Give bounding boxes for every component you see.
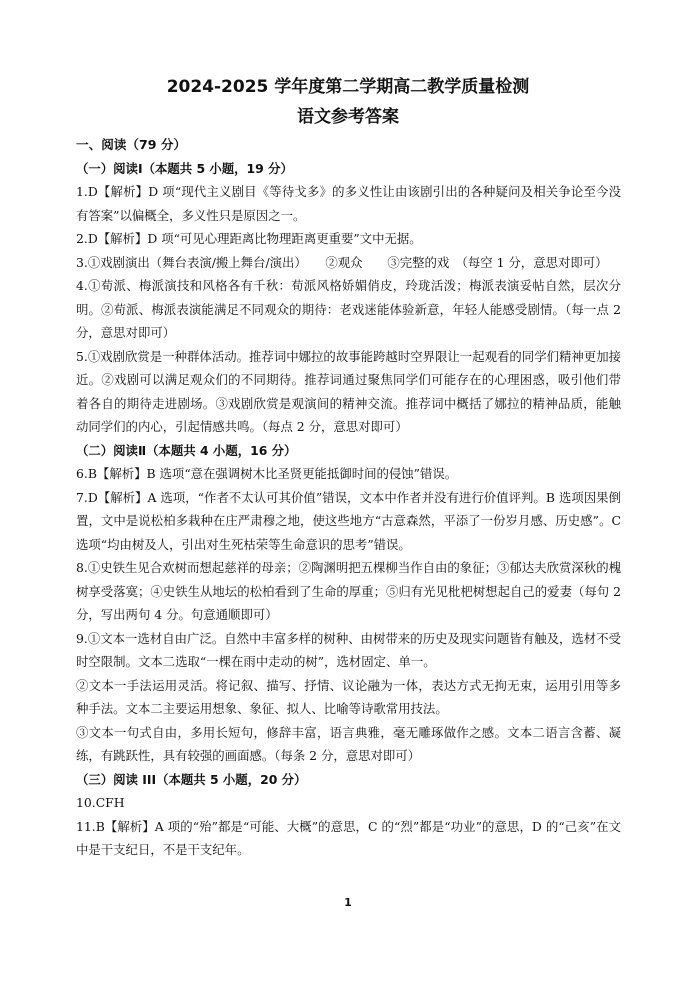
answer-item-1: 1.D【解析】D 项“现代主义剧目《等待戈多》的多义性让由该剧引出的各种疑问及相关争论至今没有答案”以偏概全，多义性只是原因之一。: [76, 184, 621, 223]
answer-item-11: 11.B【解析】A 项的“殆”都是“可能、大概”的意思，C 的“烈”都是“功业”的意思，D 的“己亥”在文中是干支纪日，不是干支纪年。: [76, 818, 621, 857]
answer-item-9-part-1: 9.①文本一选材自由广泛。自然中丰富多样的树种、由树带来的历史及现实问题皆有触及，选材不受时空限制。文本二选取“一棵在雨中走动的树”，选材固定、单一。: [76, 630, 621, 669]
answer-item-8: 8.①史铁生见合欢树而想起慈祥的母亲；②陶渊明把五棵柳当作自由的象征；③郁达夫欣赏深秋的槐树享受落寞；④史铁生从地坛的松柏看到了生命的厚重；⑤归有光见枇杷树想起自己的爱妻（每句 2 分，写出两句 4 分。句意通顺即可）: [76, 560, 621, 622]
answer-item-10: 10.CFH: [76, 795, 125, 810]
answer-item-5: 5.①戏剧欣赏是一种群体活动。推荐词中娜拉的故事能跨越时空界限让一起观看的同学们精神更加接近。②戏剧可以满足观众们的不同期待。推荐词通过聚焦同学们可能存在的心理困惑，吸引他们带着各自的期待走进剧场。③戏剧欣赏是观演间的精神交流。推荐词中概括了娜拉的精神品质，能触动同学们的内心，引起情感共鸣。（每点 2 分，意思对即可）: [76, 348, 621, 434]
answer-item-4: 4.①荀派、梅派演技和风格各有千秋：荀派风格娇媚俏皮，玲珑活泼；梅派表演妥帖自然，层次分明。②荀派、梅派表演能满足不同观众的期待：老戏迷能体验新意，年轻人能感受剧情。（每一点 2 分，意思对即可）: [76, 278, 621, 340]
answer-item-3: 3.①戏剧演出（舞台表演/搬上舞台/演出） ②观众 ③完整的戏 （每空 1 分，意思对即可）: [76, 254, 608, 270]
answer-item-9-part-3: ③文本一句式自由，多用长短句，修辞丰富，语言典雅，毫无雕琢做作之感。文本二语言含蓄、凝练，有跳跃性，具有较强的画面感。（每条 2 分，意思对即可）: [76, 724, 621, 763]
document-subtitle: 语文参考答案: [297, 107, 399, 127]
answer-item-6: 6.B【解析】B 选项“意在强调树木比圣贤更能抵御时间的侵蚀”错误。: [76, 466, 458, 481]
subsection-heading-reading-1: （一）阅读Ⅰ（本题共 5 小题，19 分）: [76, 160, 293, 176]
subsection-heading-reading-3: （三）阅读 III（本题共 5 小题，20 分）: [76, 771, 307, 787]
answer-item-2: 2.D【解析】D 项“可见心理距离比物理距离更重要”文中无据。: [76, 231, 422, 246]
answer-item-7: 7.D【解析】A 选项，“作者不太认可其价值”错误，文本中作者并没有进行价值评判。B 选项因果倒置，文中是说松柏多栽种在庄严肃穆之地，使这些地方“古意森然，平添了一份岁月感、历史感”。C 选项“均由树及人，引出对生死枯荣等生命意识的思考”错误。: [76, 489, 621, 552]
section-heading-reading: 一、阅读（79 分）: [76, 137, 187, 152]
answer-item-9-part-2: ②文本一手法运用灵活。将记叙、描写、抒情、议论融为一体，表达方式无拘无束，运用引用等多种手法。文本二主要运用想象、象征、拟人、比喻等诗歌常用技法。: [76, 677, 621, 716]
page-number: 1: [344, 896, 352, 909]
document-title: 2024-2025 学年度第二学期高二教学质量检测: [166, 77, 530, 97]
subsection-heading-reading-2: （二）阅读Ⅱ（本题共 4 小题，16 分）: [76, 442, 297, 458]
answer-content: [76, 133, 621, 862]
